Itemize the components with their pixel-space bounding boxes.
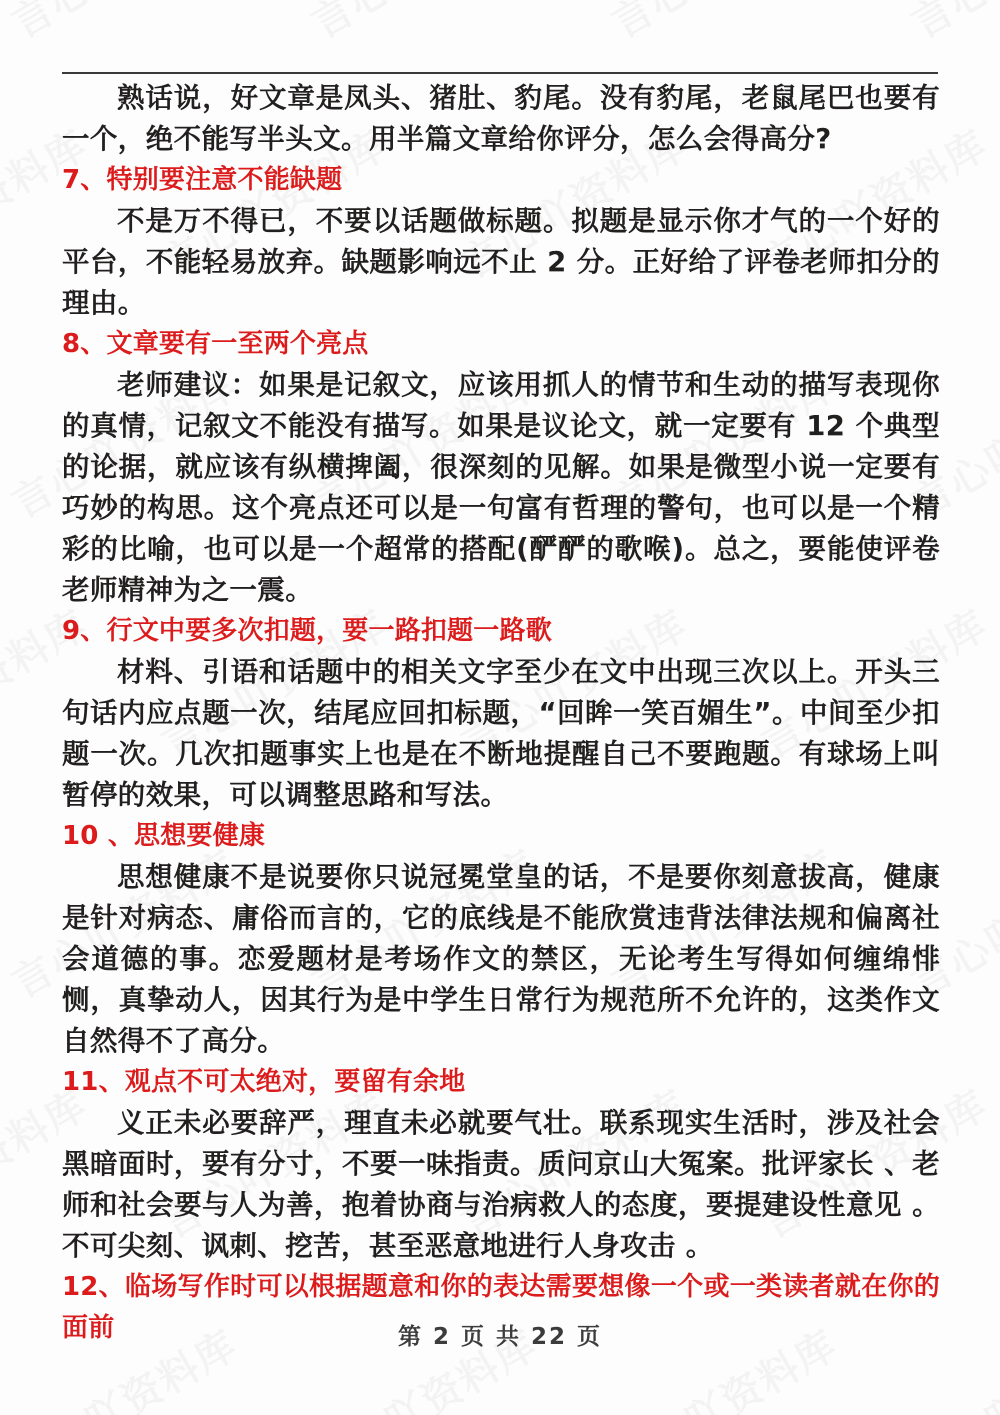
watermark-text [900, 0, 1000, 49]
paragraph-11: 义正未必要辞严，理直未必就要气壮。联系现实生活时，涉及社会黑暗面时，要有分寸，不要一味指责。质问京山大冤案。批评家长 、老师和社会要与人为善，抱着协商与治病救人的态度，要提建设性意见 。不可尖刻、讽刺、挖苦，甚至恶意地进行人身攻击 。 [62, 1107, 940, 1262]
document-body [62, 78, 940, 1349]
page-footer [0, 1318, 1000, 1351]
watermark-text [0, 0, 247, 49]
heading-8: 8、文章要有一至两个亮点 [62, 329, 369, 359]
heading-7: 7、特别要注意不能缺题 [62, 165, 343, 195]
heading-9: 9、行文中要多次扣题，要一路扣题一路歌 [62, 616, 552, 646]
header-rule [62, 72, 938, 74]
paragraph-7: 不是万不得已，不要以话题做标题。拟题是显示你才气的一个好的平台，不能轻易放弃。缺题影响远不止 2 分。正好给了评卷老师扣分的理由。 [62, 205, 940, 319]
paragraph-8: 老师建议：如果是记叙文，应该用抓人的情节和生动的描写表现你的真情，记叙文不能没有描写。如果是议论文，就一定要有 12 个典型的论据，就应该有纵横捭阖，很深刻的见解。如果是微型小说一定要有巧妙的构思。这个亮点还可以是一句富有哲理的警句，也可以是一个精彩的比喻，也可以是一个超常的搭配(酽酽的歌喉)。总之，要能使评卷老师精神为之一震。 [62, 369, 940, 606]
heading-12: 12、临场写作时可以根据题意和你的表达需要想像一个或一类读者就在你的面前 [62, 1272, 940, 1343]
heading-11: 11、观点不可太绝对，要留有余地 [62, 1067, 466, 1097]
page-number: 第 2 页 共 22 页 [397, 1324, 603, 1350]
watermark-text [300, 0, 547, 49]
watermark-text [600, 0, 847, 49]
paragraph-10: 思想健康不是说要你只说冠冕堂皇的话，不是要你刻意拔高，健康是针对病态、庸俗而言的，它的底线是不能欣赏违背法律法规和偏离社会道德的事。恋爱题材是考场作文的禁区，无论考生写得如何缠绵悱恻，真挚动人，因其行为是中学生日常行为规范所不允许的，这类作文自然得不了高分。 [62, 861, 940, 1057]
paragraph-9: 材料、引语和话题中的相关文字至少在文中出现三次以上。开头三句话内应点题一次，结尾应回扣标题，“回眸一笑百媚生”。中间至少扣题一次。几次扣题事实上也是在不断地提醒自己不要跑题。有球场上叫暂停的效果，可以调整思路和写法。 [62, 656, 940, 811]
paragraph-intro: 熟话说，好文章是凤头、猪肚、豹尾。没有豹尾，老鼠尾巴也要有一个，绝不能写半头文。用半篇文章给你评分，怎么会得高分? [62, 82, 940, 155]
heading-10: 10 、思想要健康 [62, 821, 266, 851]
